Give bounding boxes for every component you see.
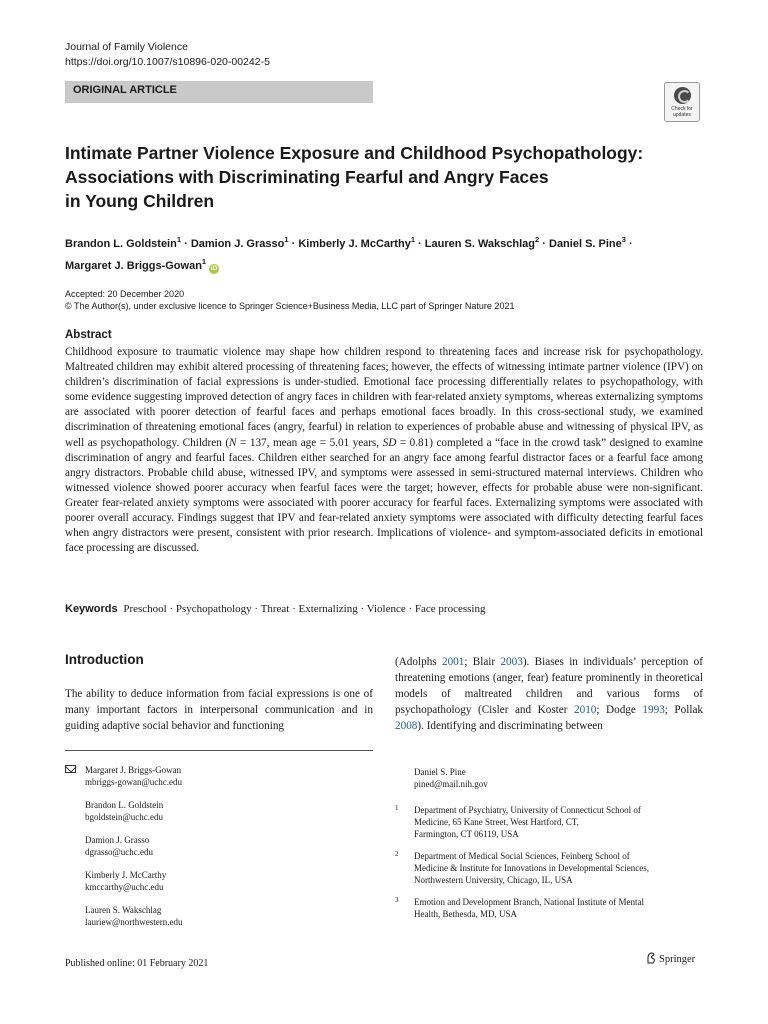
intro-text: ). Identifying and discriminating between — [417, 720, 603, 732]
sd-symbol: SD — [382, 436, 397, 449]
abstract-part-2: = 137, mean age = 5.01 years, — [236, 436, 383, 449]
author-affil: 1 — [201, 257, 207, 266]
affiliation-number: 3 — [395, 896, 399, 904]
intro-text: ). Biases in individuals’ perception of threatening emotions (anger, fear) feature prominently in theoretical models of maltreated children and various forms of psychopathology (Cisler and Koster — [395, 656, 703, 716]
mail-icon — [65, 765, 76, 773]
author-separator: · — [628, 238, 633, 250]
author-separator: · — [291, 238, 296, 250]
title-line-2: Associations with Discriminating Fearful and Angry Faces — [65, 167, 549, 187]
title-line-3: in Young Children — [65, 191, 215, 211]
journal-header — [65, 40, 270, 70]
abstract-heading: Abstract — [65, 329, 112, 341]
badge-label: Check for updates — [671, 106, 693, 118]
author-name[interactable]: Margaret J. Briggs-Gowan — [65, 260, 202, 272]
title-line-1: Intimate Partner Violence Exposure and Childhood Psychopathology: — [65, 143, 644, 163]
affiliation-line: Health, Bethesda, MD, USA — [414, 909, 517, 919]
affiliation-line: Northwestern University, Chicago, IL, USA — [414, 875, 573, 885]
update-check-icon — [674, 87, 691, 104]
introduction-heading: Introduction — [65, 652, 144, 667]
contact-name: Damion J. Grasso — [85, 835, 150, 845]
published-online-date: Published online: 01 February 2021 — [65, 958, 209, 969]
affiliation-line: Medicine, 65 Kane Street, West Hartford, CT, — [414, 817, 579, 827]
author-separator: · — [418, 238, 422, 250]
corresponding-contacts — [65, 764, 375, 939]
abstract-part-3: = 0.81) completed a “face in the crowd task” designed to examine discrimination of angry and fearful faces. Children either searched for an angry face among fearful distractor faces or a fearful face among angry distractors. Probable child abuse, witnessed IPV, and symptoms were assessed in semi-structured maternal interviews. Children who witnessed violence showed poorer accuracy when fearful faces were the target; however, effects for probable abuse were non-significant. Greater fear-related anxiety symptoms were associated with poorer accuracy for fearful faces. Externalizing symptoms were associated with poorer overall accuracy. Findings suggest that IPV and fear-related anxiety symptoms were associated with difficulty detecting fearful faces when angry distractors were present, consistent with prior research. Implications of violence- and symptom-associated deficits in emotional face processing are discussed. — [65, 436, 703, 555]
check-for-updates-badge[interactable] — [664, 82, 700, 122]
contact-entry — [65, 799, 375, 823]
citation-link[interactable]: 1993 — [642, 704, 665, 716]
contact-entry — [65, 764, 375, 788]
contact-email[interactable]: kmccarthy@uchc.edu — [85, 882, 164, 892]
copyright-notice: © The Author(s), under exclusive licence to Springer Science+Business Media, LLC part of Springer Nature 2021 — [65, 301, 515, 311]
contact-entry — [65, 904, 375, 928]
contact-entry — [65, 869, 375, 893]
contact-name: Kimberly J. McCarthy — [85, 870, 167, 880]
article-type-banner: ORIGINAL ARTICLE — [65, 81, 373, 103]
author-affil: 1 — [176, 235, 182, 244]
affiliation-2 — [395, 850, 705, 886]
intro-paragraph-right — [395, 654, 703, 734]
keywords — [65, 603, 485, 615]
intro-paragraph-left: The ability to deduce information from facial expressions is one of many important factors in interpersonal communication and in guiding adaptive social behavior and functioning — [65, 688, 373, 732]
citation-link[interactable]: 2008 — [395, 720, 418, 732]
author-line-2 — [65, 253, 705, 275]
intro-text: ; Pollak — [664, 704, 704, 716]
contact-entry — [65, 834, 375, 858]
abstract-text — [65, 345, 703, 556]
contact-email[interactable]: bgoldstein@uchc.edu — [85, 812, 164, 822]
contact-name: Daniel S. Pine — [414, 767, 466, 777]
author-affil: 3 — [621, 235, 626, 244]
author-name[interactable]: Lauren S. Wakschlag — [424, 238, 536, 250]
contact-email[interactable]: lauriew@northwestern.edu — [85, 917, 183, 927]
author-list — [65, 231, 705, 275]
publisher-name: Springer — [659, 954, 696, 965]
contact-name: Lauren S. Wakschlag — [85, 905, 162, 915]
author-affil: 1 — [410, 235, 415, 244]
author-affil: 2 — [535, 235, 540, 244]
springer-horse-icon — [646, 952, 656, 964]
n-symbol: N — [229, 436, 237, 449]
contact-email[interactable]: mbriggs-gowan@uchc.edu — [85, 777, 183, 787]
contact-email[interactable]: dgrasso@uchc.edu — [85, 847, 154, 857]
affiliation-line: Medicine & Institute for Innovations in Developmental Sciences, — [414, 863, 649, 873]
author-name[interactable]: Damion J. Grasso — [190, 238, 285, 250]
article-title — [65, 141, 665, 213]
publisher-logo — [646, 952, 695, 965]
orcid-icon[interactable]: iD — [210, 265, 218, 272]
keywords-list: Preschool · Psychopathology · Threat · Externalizing · Violence · Face processing — [123, 603, 486, 615]
author-separator: · — [184, 238, 188, 250]
keywords-label: Keywords — [65, 603, 118, 615]
affiliation-line: Emotion and Development Branch, National Institute of Mental — [414, 897, 644, 907]
abstract-part-1: Childhood exposure to traumatic violence may shape how children respond to threatening faces and increase risk for psychopathology. Maltreated children may exhibit altered processing of threatening faces; however, the effects of witnessing intimate partner violence (IPV) on children’s discrimination of facial expressions is under-studied. Emotional face processing differentially relates to psychopathology, with some evidence suggesting improved detection of angry faces in children with fear-related anxiety symptoms, whereas externalizing symptoms are associated with poorer detection of fearful faces and perhaps emotional faces broadly. In this cross-sectional study, we examined discrimination of threatening emotional faces (angry, fearful) in relation to experiences of probable abuse and witnessing of physical IPV, as well as psychopathology. Children ( — [65, 346, 703, 449]
contact-name: Margaret J. Briggs-Gowan — [85, 765, 182, 775]
citation-link[interactable]: 2003 — [500, 656, 523, 668]
affiliation-line: Farmington, CT 06119, USA — [414, 829, 519, 839]
affiliation-line: Department of Psychiatry, University of Connecticut School of — [414, 805, 641, 815]
author-name[interactable]: Daniel S. Pine — [549, 238, 622, 250]
author-line-1 — [65, 231, 705, 253]
affiliation-number: 2 — [395, 850, 399, 858]
contact-email[interactable]: pined@mail.nih.gov — [414, 779, 488, 789]
affiliation-number: 1 — [395, 804, 399, 812]
author-name[interactable]: Brandon L. Goldstein — [65, 238, 177, 250]
contact-entry — [395, 766, 705, 790]
intro-text: (Adolphs — [395, 656, 442, 668]
contact-name: Brandon L. Goldstein — [85, 800, 164, 810]
affiliation-1 — [395, 804, 705, 840]
intro-text: ; Dodge — [596, 704, 643, 716]
citation-link[interactable]: 2001 — [441, 656, 465, 668]
accepted-date: Accepted: 20 December 2020 — [65, 289, 185, 299]
intro-text: ; Blair — [464, 656, 501, 668]
doi-link[interactable]: https://doi.org/10.1007/s10896-020-00242-5 — [65, 56, 270, 68]
affiliation-3 — [395, 896, 705, 920]
author-affil: 1 — [284, 235, 289, 244]
author-separator: · — [542, 238, 546, 250]
affiliation-line: Department of Medical Social Sciences, Feinberg School of — [414, 851, 630, 861]
journal-name: Journal of Family Violence — [65, 41, 188, 53]
author-name[interactable]: Kimberly J. McCarthy — [298, 238, 411, 250]
citation-link[interactable]: 2010 — [574, 704, 597, 716]
affiliations-column — [395, 766, 705, 930]
footnote-divider — [65, 750, 373, 751]
article-dates — [65, 288, 514, 312]
